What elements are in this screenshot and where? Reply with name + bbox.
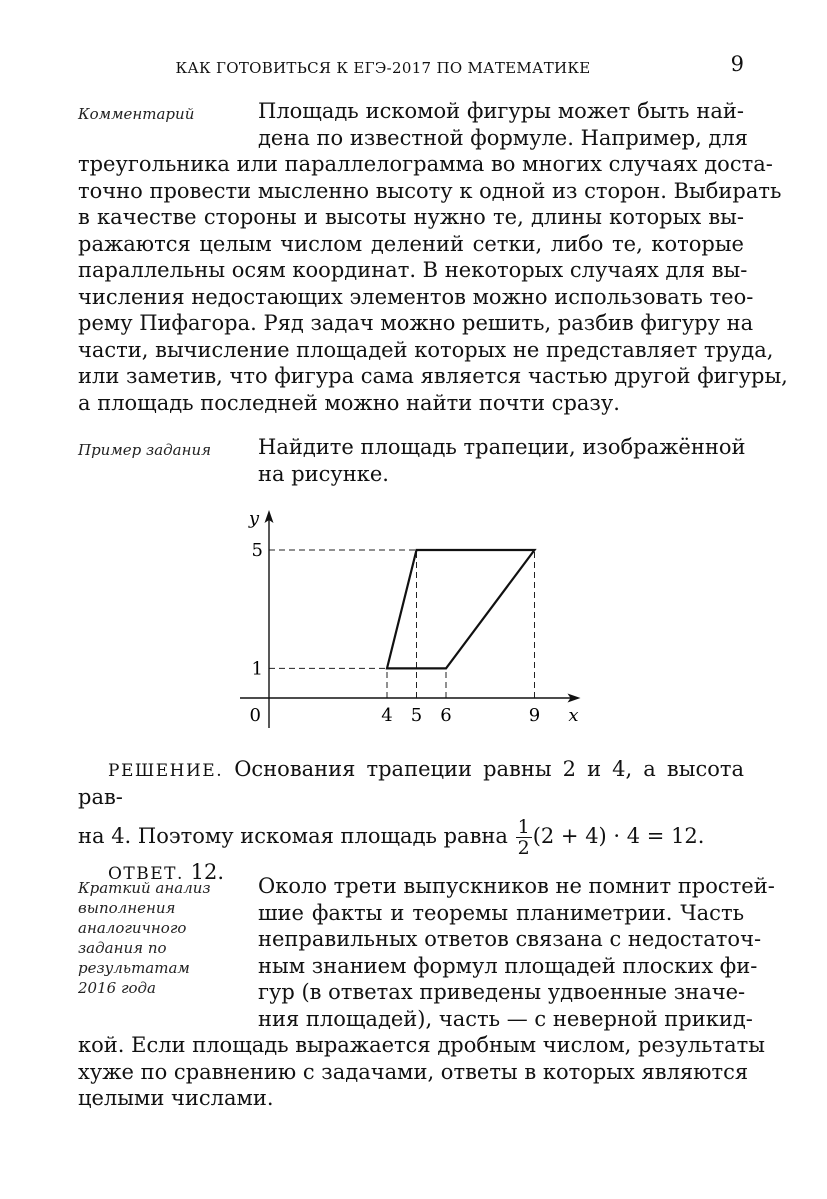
text-line: в качестве стороны и высоты нужно те, длины которых вы- xyxy=(78,205,744,229)
trapezoid-figure xyxy=(230,500,600,735)
page-number: 9 xyxy=(730,52,744,76)
running-head xyxy=(78,52,744,82)
x-tick-label: 5 xyxy=(410,705,423,726)
answer-value: 12. xyxy=(183,860,224,884)
text-line: кой. Если площадь выражается дробным числом, результаты xyxy=(78,1033,765,1057)
running-head-title: КАК ГОТОВИТЬСЯ К ЕГЭ-2017 ПО МАТЕМАТИКЕ xyxy=(175,59,591,77)
origin-label: 0 xyxy=(249,705,261,726)
y-axis-label: y xyxy=(248,508,260,529)
x-axis-label: x xyxy=(568,705,579,726)
trapezoid xyxy=(387,550,535,668)
solution-block xyxy=(78,756,744,884)
text-line: дена по известной формуле. Например, для xyxy=(258,125,748,150)
answer-label: ОТВЕТ. xyxy=(108,864,184,884)
analysis-text-top xyxy=(258,873,775,1032)
analysis-label-line: аналогичного xyxy=(78,919,187,937)
text-line: а площадь последней можно найти почти сразу. xyxy=(78,390,620,415)
axes xyxy=(240,510,581,728)
fraction-denominator: 2 xyxy=(517,837,530,859)
solution-text-1: Основания трапеции равны 2 и 4, а высота рав- xyxy=(78,757,744,809)
text-line: треугольника или параллелограмма во многих случаях доста- xyxy=(78,152,773,176)
fraction xyxy=(516,817,532,858)
y-tick-label: 1 xyxy=(251,658,263,680)
axis-labels xyxy=(248,508,579,726)
solution-text-2: на 4. Поэтому искомая площадь равна xyxy=(78,824,515,848)
analysis-label-line: задания по xyxy=(78,939,167,957)
commentary-text-top xyxy=(258,98,748,151)
text-line: ния площадей), часть — с неверной прикид- xyxy=(258,1006,753,1031)
text-line: Найдите площадь трапеции, изображённой xyxy=(258,435,746,459)
text-line: параллельны осям координат. В некоторых случаях для вы- xyxy=(78,258,748,282)
text-line: части, вычисление площадей которых не представляет труда, xyxy=(78,337,774,362)
solution-line-2 xyxy=(78,814,744,858)
analysis-label xyxy=(78,878,211,998)
analysis-text-body xyxy=(78,1032,765,1112)
y-tick-label: 5 xyxy=(251,540,263,561)
text-line: или заметив, что фигура сама является частью другой фигуры, xyxy=(78,364,788,388)
text-line: точно провести мысленно высоту к одной из сторон. Выбирать xyxy=(78,178,782,203)
fraction-numerator: 1 xyxy=(517,816,530,838)
solution-label: РЕШЕНИЕ. xyxy=(108,761,224,781)
text-line: числения недостающих элементов можно использовать тео- xyxy=(78,284,754,309)
text-line: Около трети выпускников не помнит простей- xyxy=(258,874,775,898)
formula-rest: (2 + 4) · 4 = 12. xyxy=(532,824,705,848)
text-line: рему Пифагора. Ряд задач можно решить, разбив фигуру на xyxy=(78,311,754,335)
analysis-label-line: Краткий анализ xyxy=(78,879,211,897)
text-line: шие факты и теоремы планиметрии. Часть xyxy=(258,900,744,925)
text-line: целыми числами. xyxy=(78,1086,274,1110)
text-line: гур (в ответах приведены удвоенные значе- xyxy=(258,980,746,1004)
example-text xyxy=(258,434,744,487)
text-line: неправильных ответов связана с недостаточ- xyxy=(258,927,762,951)
text-line: хуже по сравнению с задачами, ответы в которых являются xyxy=(78,1059,749,1084)
commentary-text-body xyxy=(78,151,788,416)
analysis-label-line: 2016 года xyxy=(78,979,157,997)
commentary-label: Комментарий xyxy=(78,105,195,123)
trapezoid-shape xyxy=(387,550,535,668)
text-line: ражаются целым числом делений сетки, либо те, которые xyxy=(78,231,744,256)
example-label: Пример задания xyxy=(78,441,212,459)
x-tick-label: 4 xyxy=(381,705,393,726)
text-line: ным знанием формул площадей плоских фи- xyxy=(258,953,758,978)
solution-line-1 xyxy=(78,756,744,810)
x-tick-label: 6 xyxy=(440,705,452,726)
guide-lines xyxy=(269,550,535,698)
analysis-label-line: выполнения xyxy=(78,899,176,917)
text-line: на рисунке. xyxy=(258,461,389,486)
analysis-label-line: результатам xyxy=(78,959,190,977)
x-tick-label: 9 xyxy=(528,705,541,726)
text-line: Площадь искомой фигуры может быть най- xyxy=(258,99,744,123)
